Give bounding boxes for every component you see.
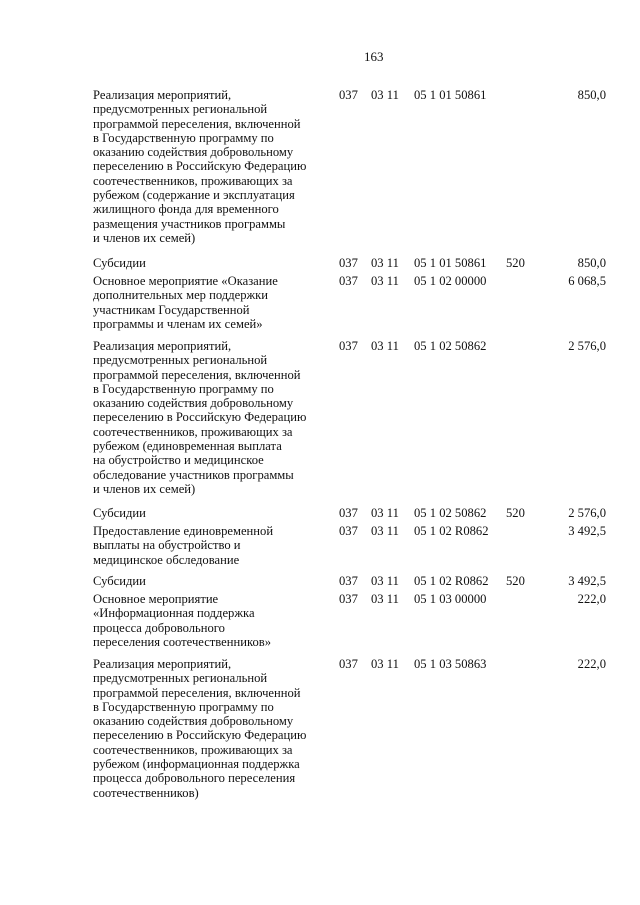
row-rz-pr: 03 11	[371, 274, 399, 288]
row-rz-pr: 03 11	[371, 592, 399, 606]
row-grbs: 037	[339, 524, 358, 538]
row-sum: 222,0	[577, 657, 606, 671]
row-csr: 05 1 01 50861	[414, 256, 487, 270]
row-csr: 05 1 02 50862	[414, 506, 487, 520]
row-vr: 520	[506, 256, 525, 270]
row-name: Реализация мероприятий, предусмотренных региональной программой переселения, включенной в Государственную программу по оказанию содействия добровольному переселению в Российскую Федерацию соотечественников, проживающих за рубежом (информационная поддержка процесса добровольного переселения соотечественников)	[93, 657, 307, 800]
row-sum: 6 068,5	[568, 274, 606, 288]
row-csr: 05 1 03 50863	[414, 657, 487, 671]
row-name: Предоставление единовременной выплаты на обустройство и медицинское обследование	[93, 524, 274, 567]
row-name: Реализация мероприятий, предусмотренных региональной программой переселения, включенной в Государственную программу по оказанию содействия добровольному переселению в Российскую Федерацию соотечественников, проживающих за рубежом (содержание и эксплуатация жилищного фонда для временного размещения участников программы и членов их семей)	[93, 88, 307, 245]
page-number: 163	[364, 49, 384, 64]
row-grbs: 037	[339, 657, 358, 671]
row-csr: 05 1 02 50862	[414, 339, 487, 353]
row-sum: 2 576,0	[568, 506, 606, 520]
row-grbs: 037	[339, 274, 358, 288]
row-grbs: 037	[339, 339, 358, 353]
row-rz-pr: 03 11	[371, 256, 399, 270]
row-grbs: 037	[339, 506, 358, 520]
row-rz-pr: 03 11	[371, 88, 399, 102]
row-grbs: 037	[339, 574, 358, 588]
row-rz-pr: 03 11	[371, 574, 399, 588]
row-sum: 850,0	[577, 256, 606, 270]
row-name: Субсидии	[93, 256, 146, 270]
row-grbs: 037	[339, 88, 358, 102]
row-sum: 3 492,5	[568, 524, 606, 538]
row-sum: 2 576,0	[568, 339, 606, 353]
row-name: Субсидии	[93, 506, 146, 520]
row-rz-pr: 03 11	[371, 506, 399, 520]
row-csr: 05 1 03 00000	[414, 592, 487, 606]
row-grbs: 037	[339, 592, 358, 606]
row-csr: 05 1 02 R0862	[414, 524, 489, 538]
row-name: Субсидии	[93, 574, 146, 588]
row-rz-pr: 03 11	[371, 339, 399, 353]
row-csr: 05 1 01 50861	[414, 88, 487, 102]
row-rz-pr: 03 11	[371, 657, 399, 671]
row-name: Основное мероприятие «Информационная поддержка процесса добровольного переселения соотечественников»	[93, 592, 271, 649]
row-csr: 05 1 02 00000	[414, 274, 487, 288]
row-sum: 850,0	[577, 88, 606, 102]
row-name: Реализация мероприятий, предусмотренных региональной программой переселения, включенной в Государственную программу по оказанию содействия добровольному переселению в Российскую Федерацию соотечественников, проживающих за рубежом (единовременная выплата на обустройство и медицинское обследование участников программы и членов их семей)	[93, 339, 307, 496]
row-vr: 520	[506, 574, 525, 588]
row-vr: 520	[506, 506, 525, 520]
row-csr: 05 1 02 R0862	[414, 574, 489, 588]
row-sum: 3 492,5	[568, 574, 606, 588]
row-name: Основное мероприятие «Оказание дополнительных мер поддержки участникам Государственной программы и членам их семей»	[93, 274, 278, 331]
row-rz-pr: 03 11	[371, 524, 399, 538]
row-grbs: 037	[339, 256, 358, 270]
row-sum: 222,0	[577, 592, 606, 606]
